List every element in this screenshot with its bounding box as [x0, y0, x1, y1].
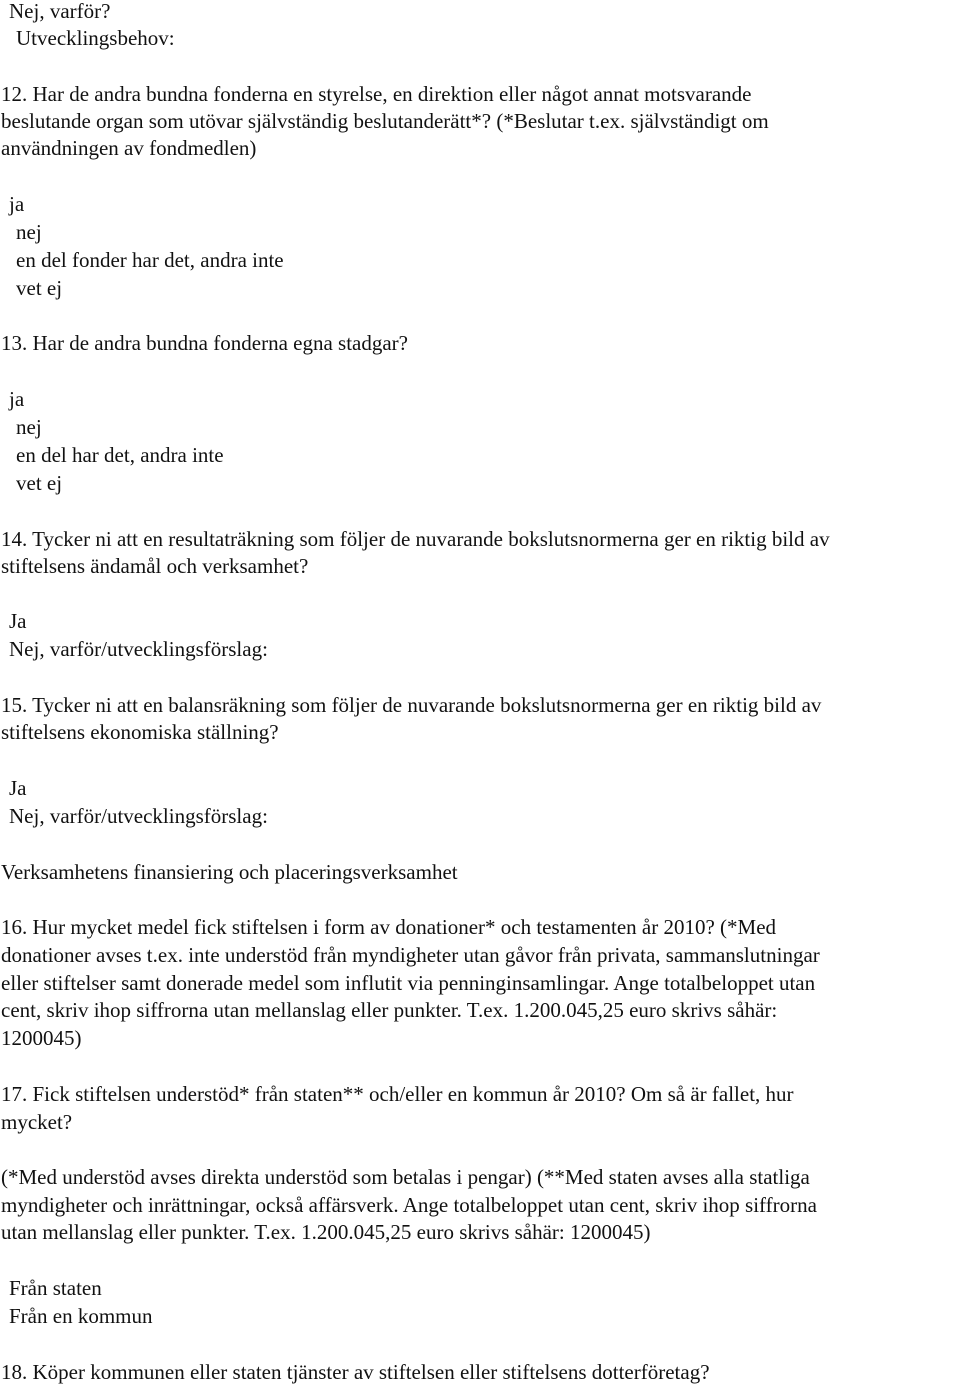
- section-heading: Verksamhetens finansiering och placeringsverksamhet: [1, 860, 458, 884]
- option-no-development-suggestion[interactable]: Nej, varför/utvecklingsförslag:: [9, 804, 268, 828]
- development-needs-label: Utvecklingsbehov:: [16, 26, 175, 50]
- option-yes[interactable]: ja: [9, 192, 25, 216]
- question-18-text: 18. Köper kommunen eller staten tjänster av stiftelsen eller stiftelsens dotterföretag?: [1, 1360, 710, 1384]
- question-16-text: 1200045): [1, 1026, 82, 1050]
- field-from-state[interactable]: Från staten: [9, 1276, 102, 1300]
- question-16-text: eller stiftelser samt donerade medel som influtit via penninginsamlingar. Ange totalbeloppet utan: [1, 971, 816, 995]
- option-yes[interactable]: ja: [9, 387, 25, 411]
- question-15-text: stiftelsens ekonomiska ställning?: [1, 720, 279, 744]
- option-no-development-suggestion[interactable]: Nej, varför/utvecklingsförslag:: [9, 637, 268, 661]
- question-17-note: (*Med understöd avses direkta understöd som betalas i pengar) (**Med staten avses alla statliga: [1, 1165, 810, 1189]
- question-16-text: cent, skriv ihop siffrorna utan mellanslag eller punkter. T.ex. 1.200.045,25 euro skrivs såhär:: [1, 998, 778, 1022]
- field-from-municipality[interactable]: Från en kommun: [9, 1304, 153, 1328]
- option-no[interactable]: nej: [16, 220, 42, 244]
- option-yes[interactable]: Ja: [9, 776, 27, 800]
- option-no[interactable]: nej: [16, 415, 42, 439]
- option-dont-know[interactable]: vet ej: [16, 471, 63, 495]
- question-14-text: 14. Tycker ni att en resultaträkning som följer de nuvarande bokslutsnormerna ger en riktig bild av: [1, 527, 830, 551]
- question-16-text: 16. Hur mycket medel fick stiftelsen i form av donationer* och testamenten år 2010? (*Med: [1, 915, 777, 939]
- question-17-note: myndigheter och inrättningar, också affärsverk. Ange totalbeloppet utan cent, skriv ihop siffrorna: [1, 1193, 817, 1217]
- question-15-text: 15. Tycker ni att en balansräkning som följer de nuvarande bokslutsnormerna ger en riktig bild av: [1, 693, 822, 717]
- option-yes[interactable]: Ja: [9, 609, 27, 633]
- question-13-text: 13. Har de andra bundna fonderna egna stadgar?: [1, 331, 408, 355]
- question-14-text: stiftelsens ändamål och verksamhet?: [1, 554, 309, 578]
- question-16-text: donationer avses t.ex. inte understöd från myndigheter utan gåvor från privata, sammanslutningar: [1, 943, 820, 967]
- question-12-text: användningen av fondmedlen): [1, 136, 257, 160]
- question-17-text: 17. Fick stiftelsen understöd* från staten** och/eller en kommun år 2010? Om så är fallet, hur: [1, 1082, 794, 1106]
- question-17-note: utan mellanslag eller punkter. T.ex. 1.200.045,25 euro skrivs såhär: 1200045): [1, 1220, 651, 1244]
- question-17-text: mycket?: [1, 1110, 73, 1134]
- question-12-text: 12. Har de andra bundna fonderna en styrelse, en direktion eller något annat motsvarande: [1, 82, 752, 106]
- question-12-text: beslutande organ som utövar självständig beslutanderätt*? (*Beslutar t.ex. självständigt om: [1, 109, 769, 133]
- option-partly[interactable]: en del har det, andra inte: [16, 443, 224, 467]
- option-dont-know[interactable]: vet ej: [16, 276, 63, 300]
- option-no-why[interactable]: Nej, varför?: [9, 0, 111, 23]
- option-partly[interactable]: en del fonder har det, andra inte: [16, 248, 284, 272]
